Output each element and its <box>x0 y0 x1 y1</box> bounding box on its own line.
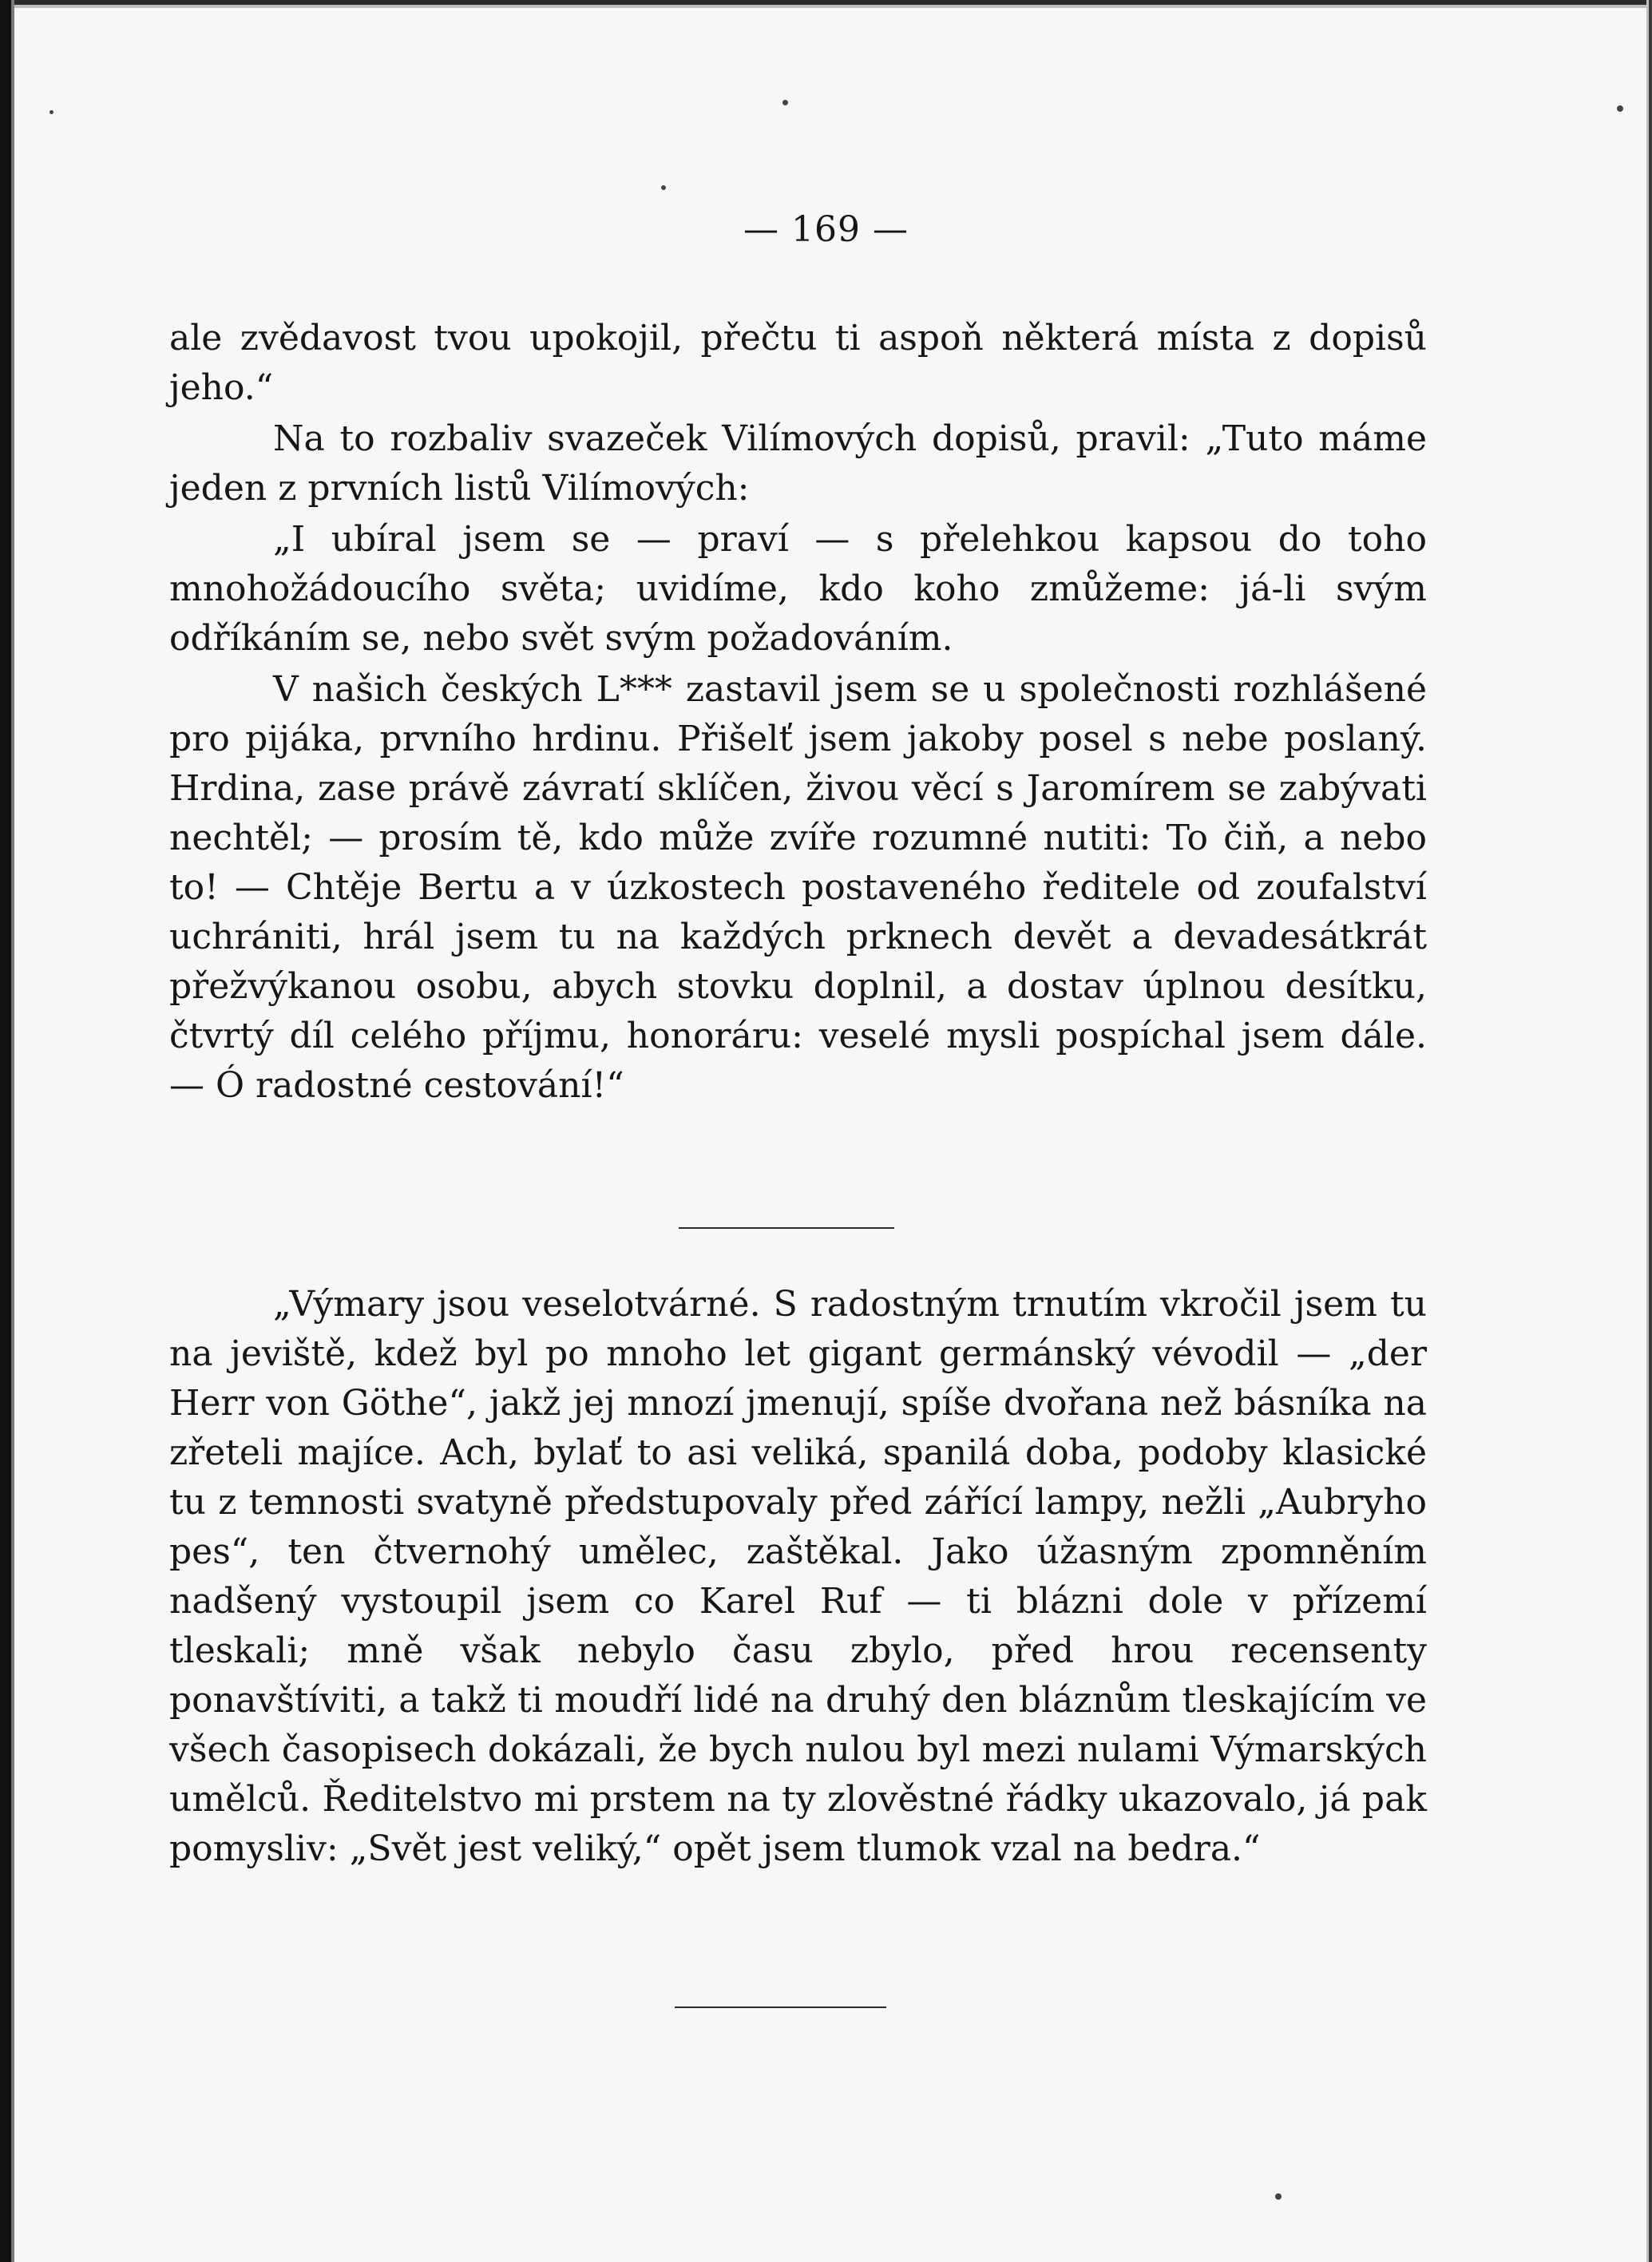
text-block-2 <box>169 1280 1427 1874</box>
scan-edge-right <box>1642 0 1652 2262</box>
scan-speck <box>50 110 53 114</box>
paragraph: ale zvědavost tvou upokojil, přečtu ti aspoň některá místa z dopisů jeho.“ <box>169 318 1427 408</box>
end-divider <box>675 2006 886 2008</box>
scan-speck <box>1617 105 1623 112</box>
scan-edge-left <box>0 0 18 2262</box>
paragraph: V našich českých L*** zastavil jsem se u společnosti rozhlášené pro pijáka, prvního hrdinu. Přišelť jsem jakoby posel s nebe poslaný. Hrdina, zase právě závratí sklíčen, živou věcí s Jaromírem se zabývati nechtěl; — prosím tě, kdo může zvíře rozumné nutiti: To čiň, a nebo to! — Chtěje Bertu a v úzkostech postaveného ředitele od zoufalství uchrániti, hrál jsem tu na každých prknech devět a devadesátkrát přežvýkanou osobu, abych stovku doplnil, a dostav úplnou desítku, čtvrtý díl celého příjmu, honoráru: veselé mysli pospíchal jsem dále. — Ó radostné cestování!“ <box>169 669 1427 1106</box>
page-number: — 169 — <box>743 209 909 250</box>
text-block-1 <box>169 314 1427 1111</box>
scan-edge-top <box>0 0 1652 13</box>
scan-speck <box>782 100 788 105</box>
paragraph: Na to rozbaliv svazeček Vilímových dopisů, pravil: „Tuto máme jeden z prvních listů Vilímových: <box>169 418 1427 509</box>
paragraph: „Výmary jsou veselotvárné. S radostným trnutím vkročil jsem tu na jeviště, kdež byl po mnoho let gigant germánský vévodil — „der Herr von Göthe“, jakž jej mnozí jmenují, spíše dvořana než básníka na zřeteli majíce. Ach, bylať to asi veliká, spanilá doba, podoby klasické tu z temnosti svatyně předstupovaly před zářící lampy, nežli „Aubryho pes“, ten čtvernohý umělec, zaštěkal. Jako úžasným zpomněním nadšený vystoupil jsem co Karel Ruf — ti blázni dole v přízemí tleskali; mně však nebylo času zbylo, před hrou recensenty ponavštíviti, a takž ti moudří lidé na druhý den bláznům tleskajícím ve všech časopisech dokázali, že bych nulou byl mezi nulami Výmarských umělců. Ředitelstvo mi prstem na ty zlověstné řádky ukazovalo, já pak pomysliv: „Svět jest veliký,“ opět jsem tlumok vzal na bedra.“ <box>169 1284 1427 1869</box>
scan-speck <box>661 185 666 190</box>
scan-speck <box>1275 2193 1282 2200</box>
section-divider <box>679 1227 894 1229</box>
paragraph: „I ubíral jsem se — praví — s přelehkou kapsou do toho mnohožádoucího světa; uvidíme, kdo koho zmůžeme: já-li svým odříkáním se, nebo svět svým požadováním. <box>169 519 1427 659</box>
